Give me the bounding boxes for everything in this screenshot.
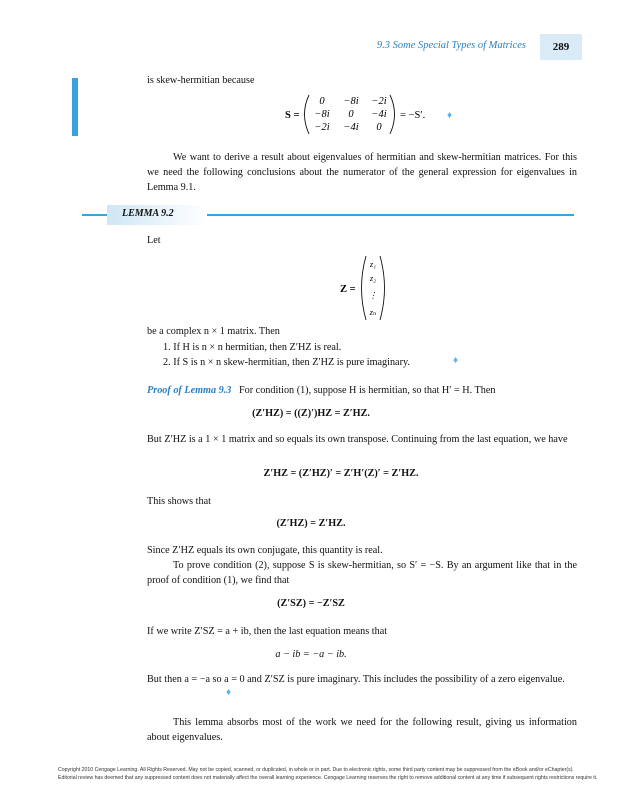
footer-editorial: Editorial review has deemed that any suppressed content does not materially affect the overall learning experience. Cengage Learning reserves the right to remove additional content at any time if subsequent rights restrictions require it. [58,775,598,781]
page-number: 289 [540,34,582,60]
matrix-s-equation [0,90,622,138]
proof-label: Proof of Lemma 9.3 [147,385,232,396]
lemma-item-1: 1. If H is n × n hermitian, then Z′HZ is real. [163,342,342,353]
cell-0-2: −2i [371,96,387,107]
matrix-s-lhs: S = [285,110,300,121]
z-entry-n: zₙ [369,307,377,317]
cell-1-0: −8i [314,109,330,120]
equation-5: a − ib = −a − ib. [275,649,347,660]
matrix-s-svg [0,90,622,138]
paragraph-condition-2: To prove condition (2), suppose S is skew-hermitian, so S′ = −S. By an argument like that in the proof of condition (1), we find that [147,560,577,586]
end-diamond-icon: ♦ [226,687,232,698]
proof-intro: For condition (1), suppose H is hermitian, so that H′ = H. Then [238,385,496,396]
since-conjugate: Since Z′HZ equals its own conjugate, this quantity is real. [147,545,383,556]
paragraph-derive: We want to derive a result about eigenvalues of hermitian and skew-hermitian matrices. For this we need the following conclusions about the numerator of the general expression for eigenvalues in Lemma 9.1. [147,152,577,193]
lemma-item-2: 2. If S is n × n skew-hermitian, then Z′HZ is pure imaginary. [163,357,410,368]
right-paren [380,256,385,320]
left-paren [305,95,310,134]
lemma-rule-right [207,214,574,216]
footer-copyright: Copyright 2010 Cengage Learning. All Rights Reserved. May not be copied, scanned, or duplicated, in whole or in part. Due to electronic rights, some third party content may be suppressed from the eBook and/or eChapter(s). [58,767,574,773]
cell-1-2: −4i [371,109,387,120]
matrix-s-cells [314,96,386,133]
lemma-be-complex: be a complex n × 1 matrix. Then [147,326,280,337]
equation-2: Z′HZ = (Z′HZ)′ = Z′H′(Z)′ = Z′HZ. [263,468,419,479]
cell-2-2: 0 [376,122,382,133]
cell-2-0: −2i [314,122,330,133]
proof-intro-line [147,383,587,398]
paragraph-transpose: But Z′HZ is a 1 × 1 matrix and so equals its own transpose. Continuing from the last equation, we have [147,434,568,445]
vector-z-entries [369,259,378,317]
z-entry-1: z₁ [369,259,377,269]
cell-1-1: 0 [348,109,354,120]
equation-4: (Z′SZ) = −Z′SZ [277,598,345,609]
left-paren [362,256,367,320]
vector-z-svg [0,252,622,324]
z-entry-2: z₂ [369,273,377,283]
lemma-rule-left [82,214,107,216]
cell-2-1: −4i [343,122,359,133]
paragraph-closing: This lemma absorbs most of the work we need for the following result, giving us information about eigenvalues. [147,717,577,743]
z-entry-dots: ⋮ [368,290,378,300]
running-header: 9.3 Some Special Types of Matrices [376,40,526,51]
end-diamond-icon: ♦ [453,355,459,366]
vector-z-lhs: Z = [340,284,356,295]
vector-z-equation [0,252,622,324]
if-we-write: If we write Z′SZ = a + ib, then the last equation means that [147,626,388,637]
equation-1: (Z′HZ) = ((Z)′)HZ = Z′HZ. [252,408,370,419]
lemma-let: Let [147,235,161,246]
end-diamond-icon: ♦ [447,110,453,121]
lemma-label: LEMMA 9.2 [122,208,174,219]
intro-text: is skew-hermitian because [147,75,255,86]
cell-0-0: 0 [319,96,325,107]
matrix-s-rhs: = −S′. [400,110,426,121]
right-paren [390,95,395,134]
cell-0-1: −8i [343,96,359,107]
equation-3: (Z′HZ) = Z′HZ. [276,518,346,529]
paragraph-conclusion: But then a = −a so a = 0 and Z′SZ is pure imaginary. This includes the possibility of a zero eigenvalue. [147,674,565,685]
this-shows: This shows that [147,496,211,507]
